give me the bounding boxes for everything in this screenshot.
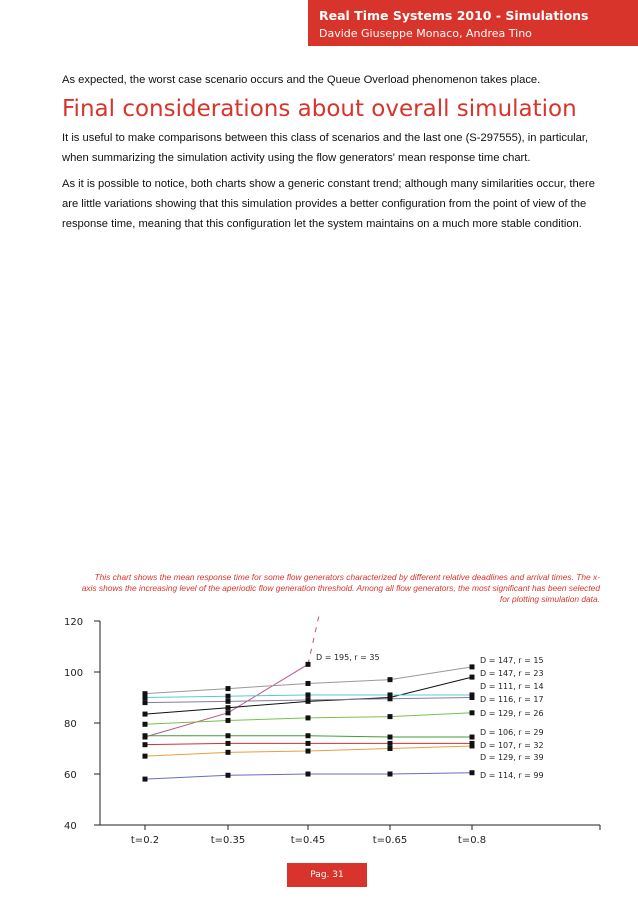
y-tick-label: 40: [64, 821, 77, 832]
data-point-marker: [306, 749, 311, 754]
y-tick-label: 100: [64, 668, 84, 679]
data-point-marker: [470, 743, 475, 748]
series-label: D = 107, r = 32: [480, 741, 544, 750]
response-time-chart: [0, 605, 638, 855]
intro-paragraph: As expected, the worst case scenario occurs and the Queue Overload phenomenon takes place.: [62, 74, 541, 86]
data-point-marker: [388, 696, 393, 701]
y-tick-label: 60: [64, 770, 77, 781]
x-tick-label: t=0.35: [210, 835, 246, 846]
series-label: D = 147, r = 23: [480, 669, 544, 678]
series-label: D = 116, r = 17: [480, 695, 544, 704]
data-point-marker: [306, 733, 311, 738]
data-point-marker: [143, 695, 148, 700]
section-title: Final considerations about overall simulation: [62, 96, 577, 122]
series-label: D = 195, r = 35: [316, 653, 380, 662]
data-point-marker: [388, 677, 393, 682]
series-label: D = 147, r = 15: [480, 656, 544, 665]
data-point-marker: [388, 746, 393, 751]
data-point-marker: [470, 695, 475, 700]
series-label: D = 129, r = 26: [480, 709, 544, 718]
series-label: D = 114, r = 99: [480, 771, 544, 780]
paragraph-1: It is useful to make comparisons between this class of scenarios and the last one (S-297555), in particular, when summarizing the simulation activity using the flow generators' mean response time chart.: [62, 132, 589, 164]
data-point-marker: [143, 700, 148, 705]
chart-series-lines: [143, 611, 475, 782]
series-label: D = 106, r = 29: [480, 728, 544, 737]
data-point-marker: [143, 733, 148, 738]
data-point-marker: [306, 715, 311, 720]
data-point-marker: [388, 714, 393, 719]
data-point-marker: [226, 710, 231, 715]
data-point-marker: [388, 772, 393, 777]
page-number: Pag. 31: [287, 863, 367, 887]
data-point-marker: [306, 772, 311, 777]
data-point-marker: [226, 741, 231, 746]
data-point-marker: [470, 710, 475, 715]
data-point-marker: [226, 694, 231, 699]
series-label: D = 129, r = 39: [480, 753, 544, 762]
data-point-marker: [143, 754, 148, 759]
data-point-marker: [226, 699, 231, 704]
data-point-marker: [226, 750, 231, 755]
data-point-marker: [226, 718, 231, 723]
x-tick-label: t=0.8: [457, 835, 487, 846]
y-tick-label: 120: [64, 617, 84, 628]
series-label: D = 111, r = 14: [480, 682, 544, 691]
data-point-marker: [470, 675, 475, 680]
page-header: [308, 0, 638, 46]
data-point-marker: [470, 664, 475, 669]
data-point-marker: [226, 686, 231, 691]
chart-caption: This chart shows the mean response time for some flow generators characterized by different relative deadlines and arrival times. The x-axis shows the increasing level of the aperiodic flow generation threshold. Among all flow generators, the most significant has been selected for plotting simulation data.: [81, 572, 600, 604]
data-point-marker: [226, 705, 231, 710]
data-point-marker: [306, 681, 311, 686]
data-point-marker: [306, 741, 311, 746]
data-point-marker: [143, 722, 148, 727]
data-point-marker: [226, 773, 231, 778]
x-tick-label: t=0.45: [290, 835, 326, 846]
data-point-marker: [388, 741, 393, 746]
y-tick-label: 80: [64, 719, 77, 730]
x-tick-label: t=0.2: [130, 835, 160, 846]
data-point-marker: [143, 777, 148, 782]
data-point-marker: [388, 735, 393, 740]
data-point-marker: [143, 712, 148, 717]
data-point-marker: [470, 770, 475, 775]
data-point-marker: [470, 735, 475, 740]
data-point-marker: [226, 733, 231, 738]
data-point-marker: [306, 692, 311, 697]
data-point-marker: [306, 662, 311, 667]
paragraph-2: As it is possible to notice, both charts show a generic constant trend; although many similarities occur, there are little variations showing that this simulation provides a better configuration from the point of view of the response time, meaning that this configuration let the system maintains on a much more stable condition.: [62, 178, 595, 230]
x-tick-label: t=0.65: [372, 835, 408, 846]
data-point-marker: [306, 698, 311, 703]
header-authors: Davide Giuseppe Monaco, Andrea Tino: [319, 27, 532, 40]
header-title: Real Time Systems 2010 - Simulations: [319, 8, 589, 23]
data-point-marker: [143, 742, 148, 747]
chart-series-labels: [316, 653, 544, 780]
